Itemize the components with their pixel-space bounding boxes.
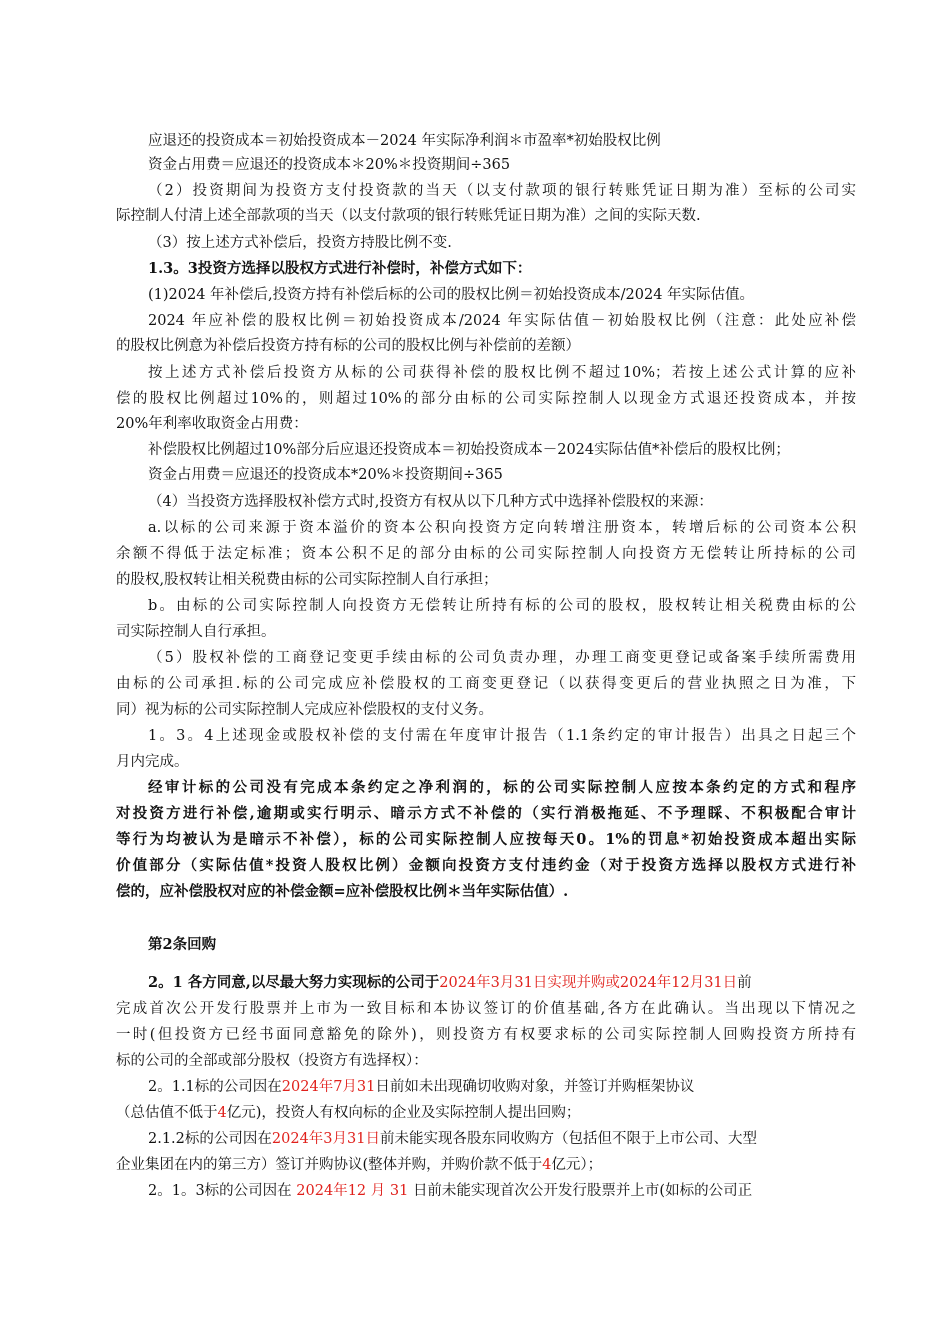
paragraph-text: 亿元）； bbox=[551, 1157, 603, 1173]
paragraph-text: （总估值不低于 bbox=[116, 1105, 218, 1121]
paragraph-line: 20%年利率收取资金占用费： bbox=[116, 416, 308, 432]
clause-2-1-2 bbox=[148, 1129, 757, 1149]
bold-paragraph-line: 偿的，应补偿股权对应的补偿金额=应补偿股权比例＊当年实际估值）. bbox=[116, 883, 569, 900]
formula-capital-fee: 资金占用费＝应退还的投资成本＊20%＊投资期间÷365 bbox=[148, 157, 511, 173]
bold-paragraph-line: 经审计标的公司没有完成本条约定之净利润的，标的公司实际控制人应按本条约定的方式和程序 bbox=[148, 779, 856, 796]
paragraph-line: 按上述方式补偿后投资方从标的公司获得补偿的股权比例不超过10%；若按上述公式计算的应补 bbox=[148, 365, 856, 381]
paragraph-text: 企业集团在内的第三方）签订并购协议(整体并购，并购价款不低于 bbox=[116, 1157, 543, 1173]
highlighted-amount: 4 bbox=[542, 1157, 552, 1173]
paragraph-line: a.以标的公司来源于资本溢价的资本公积向投资方定向转增注册资本，转增后标的公司资本公积 bbox=[148, 520, 856, 536]
paragraph-line: 2024 年应补偿的股权比例＝初始投资成本/2024 年实际估值－初始股权比例（注意：此处应补偿 bbox=[148, 313, 856, 329]
paragraph-text: 前未能实现各股东同收购方（包括但不限于上市公司、大型 bbox=[379, 1131, 757, 1147]
formula-capital-fee: 资金占用费＝应退还的投资成本*20%＊投资期间÷365 bbox=[148, 467, 503, 483]
paragraph-text: 日前未能实现首次公开发行股票并上市(如标的公司正 bbox=[412, 1183, 753, 1199]
clause-1-3-4: 1。3。4上述现金或股权补偿的支付需在年度审计报告（1.1条约定的审计报告）出具之日起三个 bbox=[148, 728, 856, 744]
paragraph-line bbox=[116, 1155, 602, 1175]
paragraph-line: 月内完成。 bbox=[116, 754, 189, 770]
paragraph-text: 2。1.1标的公司因在 bbox=[148, 1079, 282, 1095]
paragraph-text: 2。1。3标的公司因在 bbox=[148, 1183, 292, 1199]
paragraph-line: b。由标的公司实际控制人向投资方无偿转让所持有标的公司的股权，股权转让相关税费由标的公 bbox=[148, 598, 856, 614]
paragraph-line: 同）视为标的公司实际控制人完成应补偿股权的支付义务。 bbox=[116, 702, 493, 718]
paragraph-text: 前 bbox=[737, 975, 752, 991]
paragraph-line: 余额不得低于法定标准；资本公积不足的部分由标的公司实际控制人向投资方无偿转让所持标的公司 bbox=[116, 546, 856, 562]
paragraph-line: 一时(但投资方已经书面同意豁免的除外)，则投资方有权要求标的公司实际控制人回购投资方所持有 bbox=[116, 1027, 856, 1043]
paragraph-line: (1)2024 年补偿后,投资方持有补偿后标的公司的股权比例＝初始投资成本/2024 年实际估值。 bbox=[148, 287, 755, 303]
highlighted-date: 2024年12 月 31 bbox=[296, 1183, 409, 1199]
paragraph-line: （2）投资期间为投资方支付投资款的当天（以支付款项的银行转账凭证日期为准）至标的公司实 bbox=[148, 183, 856, 199]
bold-paragraph-line: 对投资方进行补偿,逾期或实行明示、暗示方式不补偿的（实行消极拖延、不予理睬、不积极配合审计 bbox=[116, 805, 856, 822]
paragraph-line: 的股权比例意为补偿后投资方持有标的公司的股权比例与补偿前的差额） bbox=[116, 338, 580, 354]
highlighted-date: 2024年3月31日 bbox=[271, 1131, 380, 1147]
paragraph-line: （5）股权补偿的工商登记变更手续由标的公司负责办理，办理工商变更登记或备案手续所需费用 bbox=[148, 650, 856, 666]
bold-paragraph-line: 价值部分（实际估值*投资人股权比例）金额向投资方支付违约金（对于投资方选择以股权方式进行补 bbox=[116, 857, 856, 874]
paragraph-line: 际控制人付清上述全部款项的当天（以支付款项的银行转账凭证日期为准）之间的实际天数. bbox=[116, 208, 701, 224]
highlighted-date: 2024年7月31 bbox=[281, 1079, 376, 1095]
paragraph-line: 标的公司的全部或部分股权（投资方有选择权）： bbox=[116, 1053, 428, 1069]
paragraph-line: 由标的公司承担.标的公司完成应补偿股权的工商变更登记（以获得变更后的营业执照之日为准，下 bbox=[116, 676, 856, 692]
paragraph-line bbox=[116, 1103, 580, 1123]
paragraph-line: （4）当投资方选择股权补偿方式时,投资方有权从以下几种方式中选择补偿股权的来源： bbox=[148, 494, 713, 510]
highlighted-date: 2024年3月31日实现并购或2024年12月31日 bbox=[439, 975, 738, 991]
paragraph-line: 的股权,股权转让相关税费由标的公司实际控制人自行承担； bbox=[116, 572, 498, 588]
highlighted-amount: 4 bbox=[217, 1105, 227, 1121]
paragraph-line: 司实际控制人自行承担。 bbox=[116, 624, 276, 640]
clause-2-1-3 bbox=[148, 1181, 752, 1201]
formula-refund-cost: 应退还的投资成本＝初始投资成本－2024 年实际净利润＊市盈率*初始股权比例 bbox=[148, 133, 661, 149]
paragraph-line bbox=[148, 973, 752, 993]
paragraph-text: 日前如未出现确切收购对象，并签订并购框架协议 bbox=[375, 1079, 695, 1095]
formula-excess-refund: 补偿股权比例超过10%部分后应退还投资成本＝初始投资成本－2024实际估值*补偿后的股权比例； bbox=[148, 442, 790, 458]
paragraph-line: 偿的股权比例超过10%的，则超过10%的部分由标的公司实际控制人以现金方式退还投资成本，并按 bbox=[116, 391, 856, 407]
paragraph-text: 2.1.2标的公司因在 bbox=[148, 1131, 272, 1147]
clause-2-1-1 bbox=[148, 1077, 694, 1097]
bold-paragraph-line: 等行为均被认为是暗示不补偿），标的公司实际控制人应按每天0。1%的罚息*初始投资成本超出实际 bbox=[116, 831, 856, 848]
clause-heading-1-3-3: 1.3。3投资方选择以股权方式进行补偿时，补偿方式如下： bbox=[148, 260, 532, 277]
paragraph-text: 亿元)，投资人有权向标的企业及实际控制人提出回购； bbox=[226, 1105, 581, 1121]
section-heading-article-2: 第2条回购 bbox=[148, 936, 217, 953]
paragraph-line: 完成首次公开发行股票并上市为一致目标和本协议签订的价值基础,各方在此确认。当出现以下情况之 bbox=[116, 1001, 856, 1017]
paragraph-line: （3）按上述方式补偿后，投资方持股比例不变. bbox=[148, 235, 452, 251]
paragraph-text: 2。1 各方同意,以尽最大努力实现标的公司于 bbox=[148, 974, 440, 991]
